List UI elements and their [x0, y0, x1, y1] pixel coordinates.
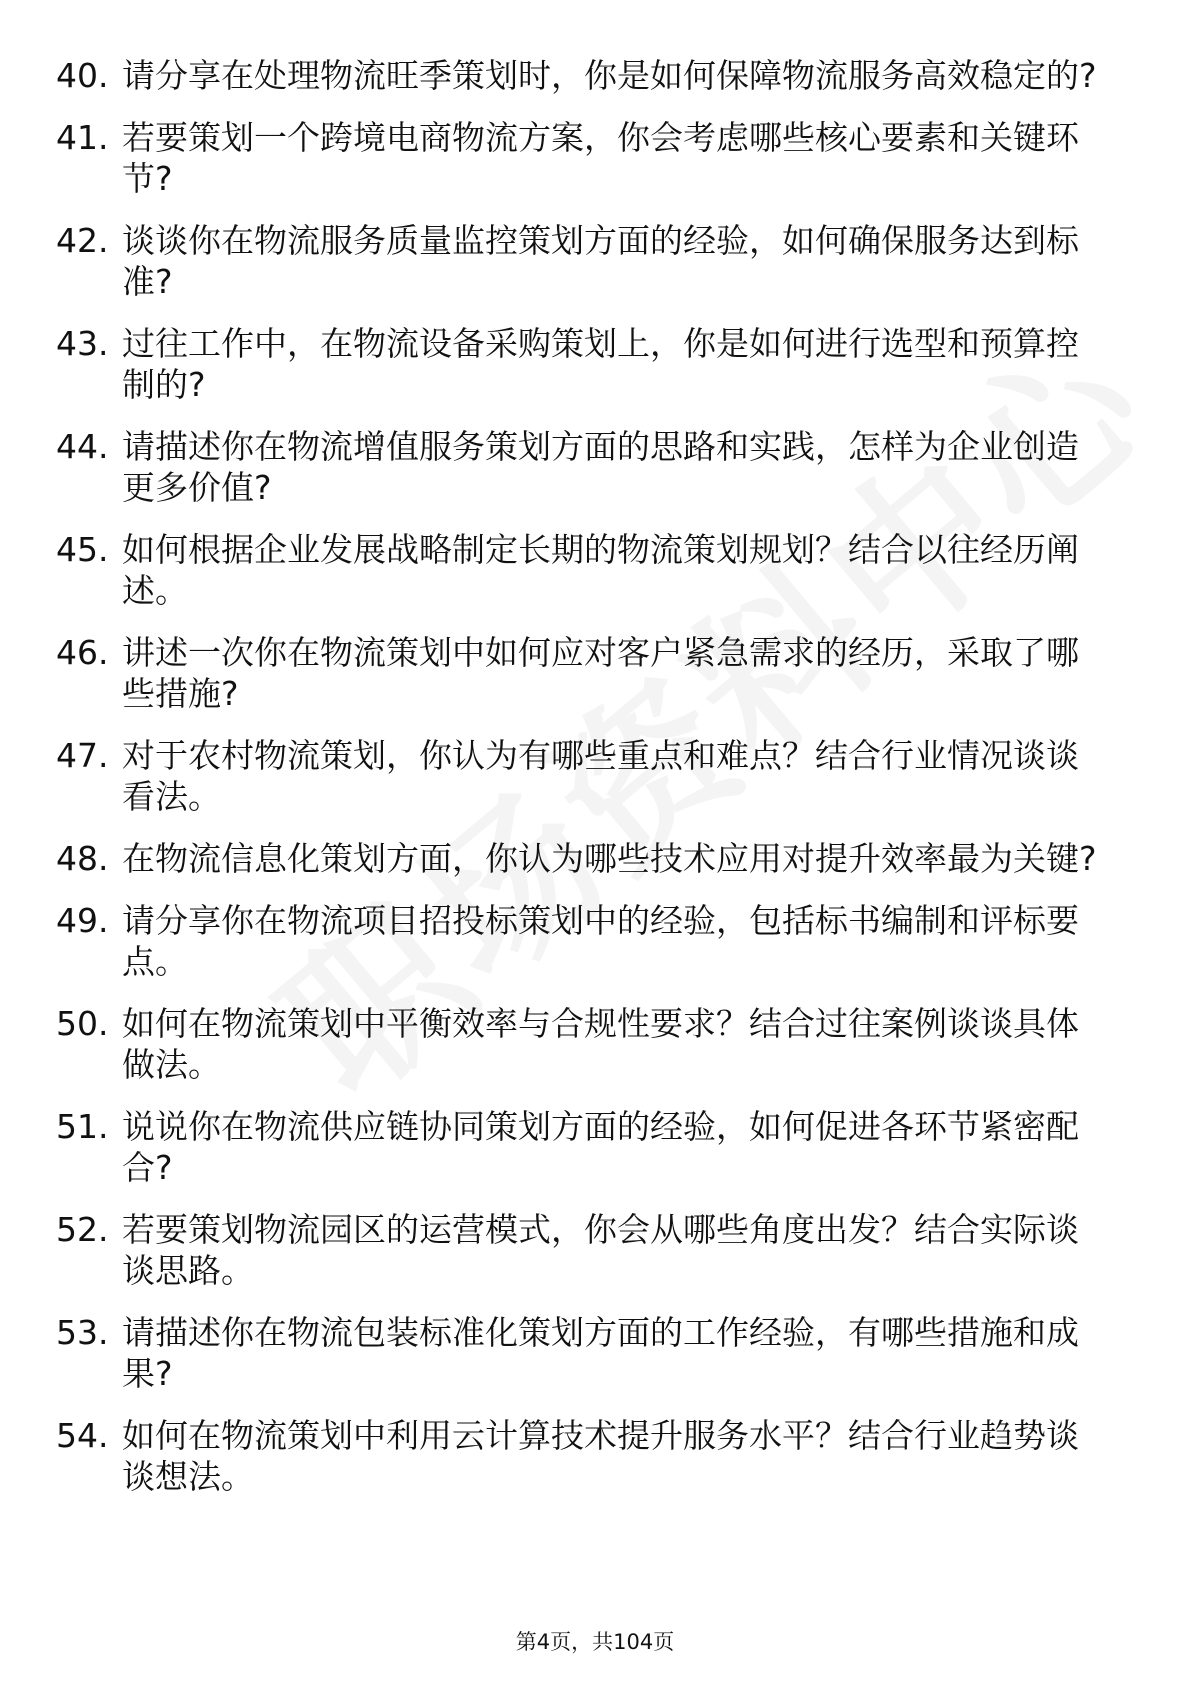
question-text: 讲述一次你在物流策划中如何应对客户紧急需求的经历，采取了哪些措施?	[122, 633, 1079, 713]
question-item	[56, 1003, 1106, 1085]
question-number: 50.	[56, 1004, 109, 1043]
question-item	[56, 323, 1106, 405]
question-number: 49.	[56, 901, 109, 940]
question-item	[56, 117, 1106, 199]
question-text: 谈谈你在物流服务质量监控策划方面的经验，如何确保服务达到标准?	[122, 221, 1079, 301]
question-number: 54.	[56, 1416, 109, 1455]
question-item	[56, 1415, 1106, 1497]
question-number: 40.	[56, 56, 109, 95]
question-number: 47.	[56, 736, 109, 775]
page-footer	[0, 1628, 1190, 1656]
page-number-label: 第4页，共104页	[515, 1630, 675, 1654]
question-number: 48.	[56, 839, 109, 878]
question-item	[56, 55, 1106, 96]
question-item	[56, 529, 1106, 611]
question-number: 46.	[56, 633, 109, 672]
question-number: 52.	[56, 1210, 109, 1249]
question-text: 请分享你在物流项目招投标策划中的经验，包括标书编制和评标要点。	[122, 901, 1079, 981]
question-number: 45.	[56, 530, 109, 569]
question-text: 如何根据企业发展战略制定长期的物流策划规划？结合以往经历阐述。	[122, 530, 1079, 610]
question-item	[56, 1106, 1106, 1188]
question-item	[56, 220, 1106, 302]
question-item	[56, 838, 1106, 879]
question-list	[56, 55, 1106, 1518]
question-item	[56, 426, 1106, 508]
question-number: 41.	[56, 118, 109, 157]
question-text: 在物流信息化策划方面，你认为哪些技术应用对提升效率最为关键?	[122, 839, 1097, 878]
question-text: 请描述你在物流增值服务策划方面的思路和实践，怎样为企业创造更多价值?	[122, 427, 1079, 507]
question-text: 请分享在处理物流旺季策划时，你是如何保障物流服务高效稳定的?	[122, 56, 1097, 95]
question-text: 对于农村物流策划，你认为有哪些重点和难点？结合行业情况谈谈看法。	[122, 736, 1079, 816]
question-item	[56, 900, 1106, 982]
question-number: 42.	[56, 221, 109, 260]
question-text: 如何在物流策划中利用云计算技术提升服务水平？结合行业趋势谈谈想法。	[122, 1416, 1079, 1496]
question-item	[56, 1209, 1106, 1291]
question-text: 如何在物流策划中平衡效率与合规性要求？结合过往案例谈谈具体做法。	[122, 1004, 1079, 1084]
question-number: 44.	[56, 427, 109, 466]
question-text: 若要策划物流园区的运营模式，你会从哪些角度出发？结合实际谈谈思路。	[122, 1210, 1079, 1290]
question-item	[56, 632, 1106, 714]
question-number: 53.	[56, 1313, 109, 1352]
question-text: 若要策划一个跨境电商物流方案，你会考虑哪些核心要素和关键环节?	[122, 118, 1079, 198]
question-item	[56, 1312, 1106, 1394]
question-text: 请描述你在物流包装标准化策划方面的工作经验，有哪些措施和成果?	[122, 1313, 1079, 1393]
question-text: 过往工作中，在物流设备采购策划上，你是如何进行选型和预算控制的?	[122, 324, 1079, 404]
question-number: 43.	[56, 324, 109, 363]
question-text: 说说你在物流供应链协同策划方面的经验，如何促进各环节紧密配合?	[122, 1107, 1079, 1187]
question-number: 51.	[56, 1107, 109, 1146]
question-item	[56, 735, 1106, 817]
